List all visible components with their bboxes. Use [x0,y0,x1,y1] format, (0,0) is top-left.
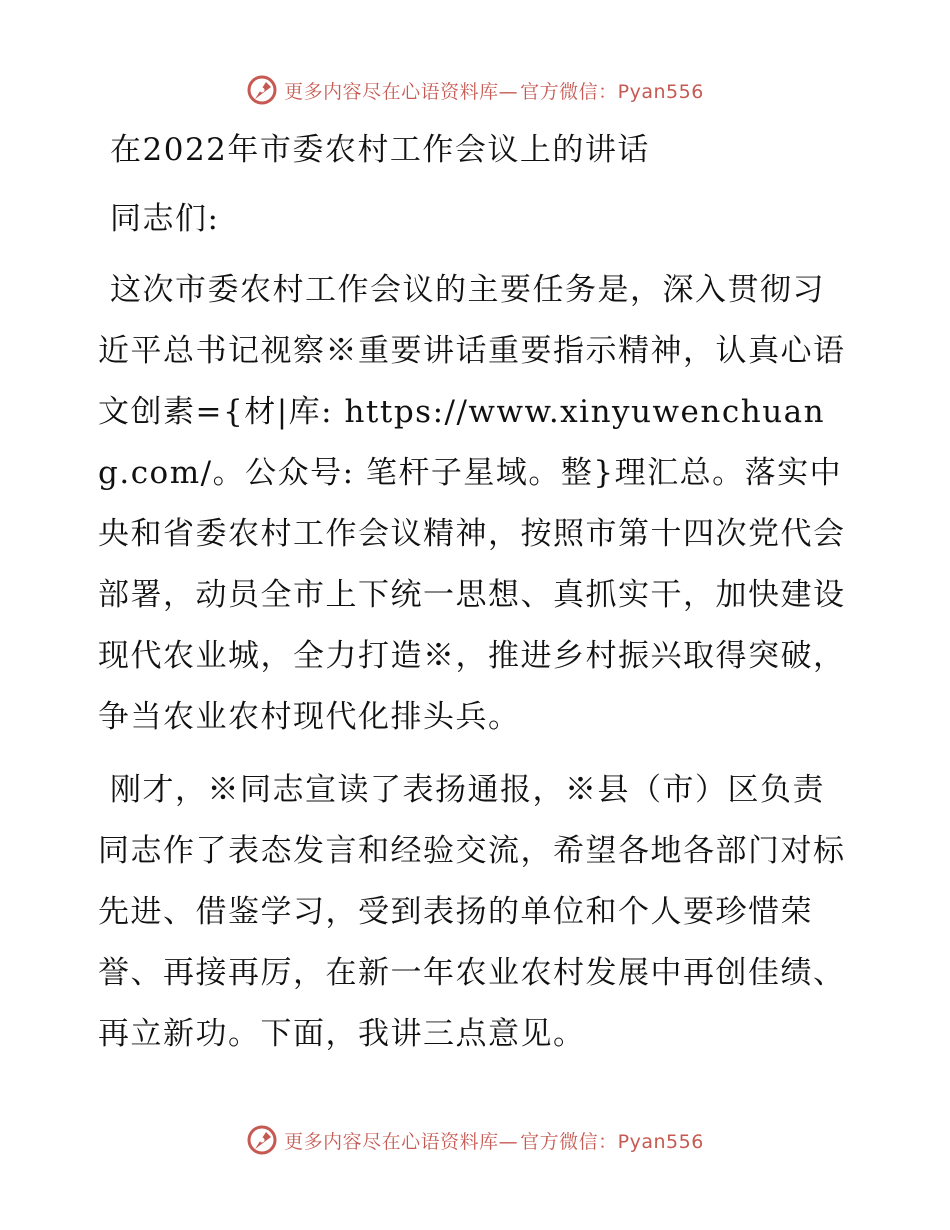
document-body [98,120,850,1065]
header-banner [0,70,950,110]
paragraph: 这次市委农村工作会议的主要任务是，深入贯彻习近平总书记视察※重要讲话重要指示精神，认真心语文创素={材|库: https://www.xinyuwenchuang.com/。公众号: 笔杆子星域。整}理汇总。落实中央和省委农村工作会议精神，按照市第十四次党代会部署，动员全市上下统一思想、真抓实干，加快建设现代农业城，全力打造※，推进乡村振兴取得突破，争当农业农村现代化排头兵。 [98,272,846,735]
document-title: 在2022年市委农村工作会议上的讲话 [110,132,650,168]
paragraph: 刚才，※同志宣读了表扬通报，※县（市）区负责同志作了表态发言和经验交流，希望各地各部门对标先进、借鉴学习，受到表扬的单位和个人要珍惜荣誉、再接再厉，在新一年农业农村发展中再创佳绩、再立新功。下面，我讲三点意见。 [98,772,846,1052]
pen-nib-logo-icon [246,1124,278,1156]
footer-banner [0,1120,950,1160]
greeting: 同志们: [110,201,220,237]
banner-text: 更多内容尽在心语资料库— 官方微信：Pyan556 [284,1130,704,1153]
banner-text: 更多内容尽在心语资料库— 官方微信：Pyan556 [284,80,704,103]
pen-nib-logo-icon [246,74,278,106]
